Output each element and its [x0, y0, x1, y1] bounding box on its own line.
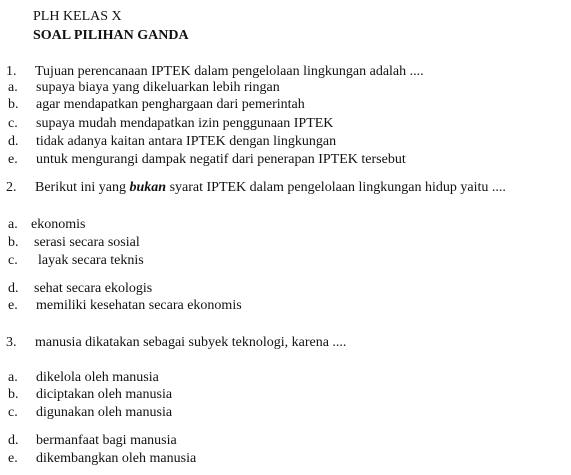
section-heading: SOAL PILIHAN GANDA — [33, 28, 189, 43]
option-letter: a. — [8, 370, 18, 385]
question-number: 2. — [6, 180, 17, 195]
question-text: manusia dikatakan sebagai subyek teknologi, karena .... — [35, 335, 347, 350]
option-text: sehat secara ekologis — [34, 281, 153, 296]
option-text: layak secara teknis — [38, 253, 144, 268]
option-letter: b. — [8, 97, 19, 112]
option-text: ekonomis — [31, 217, 86, 232]
option-letter: e. — [8, 298, 18, 313]
question-number: 3. — [6, 335, 17, 350]
option-letter: d. — [8, 433, 19, 448]
option-text: agar mendapatkan penghargaan dari pemerintah — [36, 97, 305, 112]
question-text: Tujuan perencanaan IPTEK dalam pengelolaan lingkungan adalah .... — [35, 64, 424, 79]
question-text-before: Berikut ini yang — [35, 180, 130, 195]
option-text: dikelola oleh manusia — [36, 370, 159, 385]
question-text — [35, 180, 506, 196]
option-text: digunakan oleh manusia — [36, 405, 173, 420]
question-number: 1. — [6, 64, 17, 79]
option-letter: c. — [8, 405, 18, 420]
option-letter: c. — [8, 253, 18, 268]
option-letter: e. — [8, 451, 18, 466]
option-letter: e. — [8, 152, 18, 167]
option-letter: d. — [8, 134, 19, 149]
option-text: untuk mengurangi dampak negatif dari penerapan IPTEK tersebut — [36, 152, 406, 167]
question-text-after: syarat IPTEK dalam pengelolaan lingkungan hidup yaitu .... — [166, 180, 506, 195]
option-letter: a. — [8, 217, 18, 232]
option-text: bermanfaat bagi manusia — [36, 433, 177, 448]
option-text: serasi secara sosial — [34, 235, 140, 250]
option-letter: d. — [8, 281, 19, 296]
option-letter: c. — [8, 116, 18, 131]
option-text: diciptakan oleh manusia — [36, 387, 173, 402]
subject-heading: PLH KELAS X — [33, 9, 122, 24]
option-letter: b. — [8, 235, 19, 250]
option-text: memiliki kesehatan secara ekonomis — [36, 298, 242, 313]
option-text: supaya biaya yang dikeluarkan lebih ringan — [36, 80, 280, 95]
option-text: dikembangkan oleh manusia — [36, 451, 197, 466]
option-text: tidak adanya kaitan antara IPTEK dengan lingkungan — [36, 134, 337, 149]
question-text-emphasis: bukan — [129, 180, 167, 195]
option-letter: b. — [8, 387, 19, 402]
option-letter: a. — [8, 80, 18, 95]
option-text: supaya mudah mendapatkan izin penggunaan IPTEK — [36, 116, 334, 131]
